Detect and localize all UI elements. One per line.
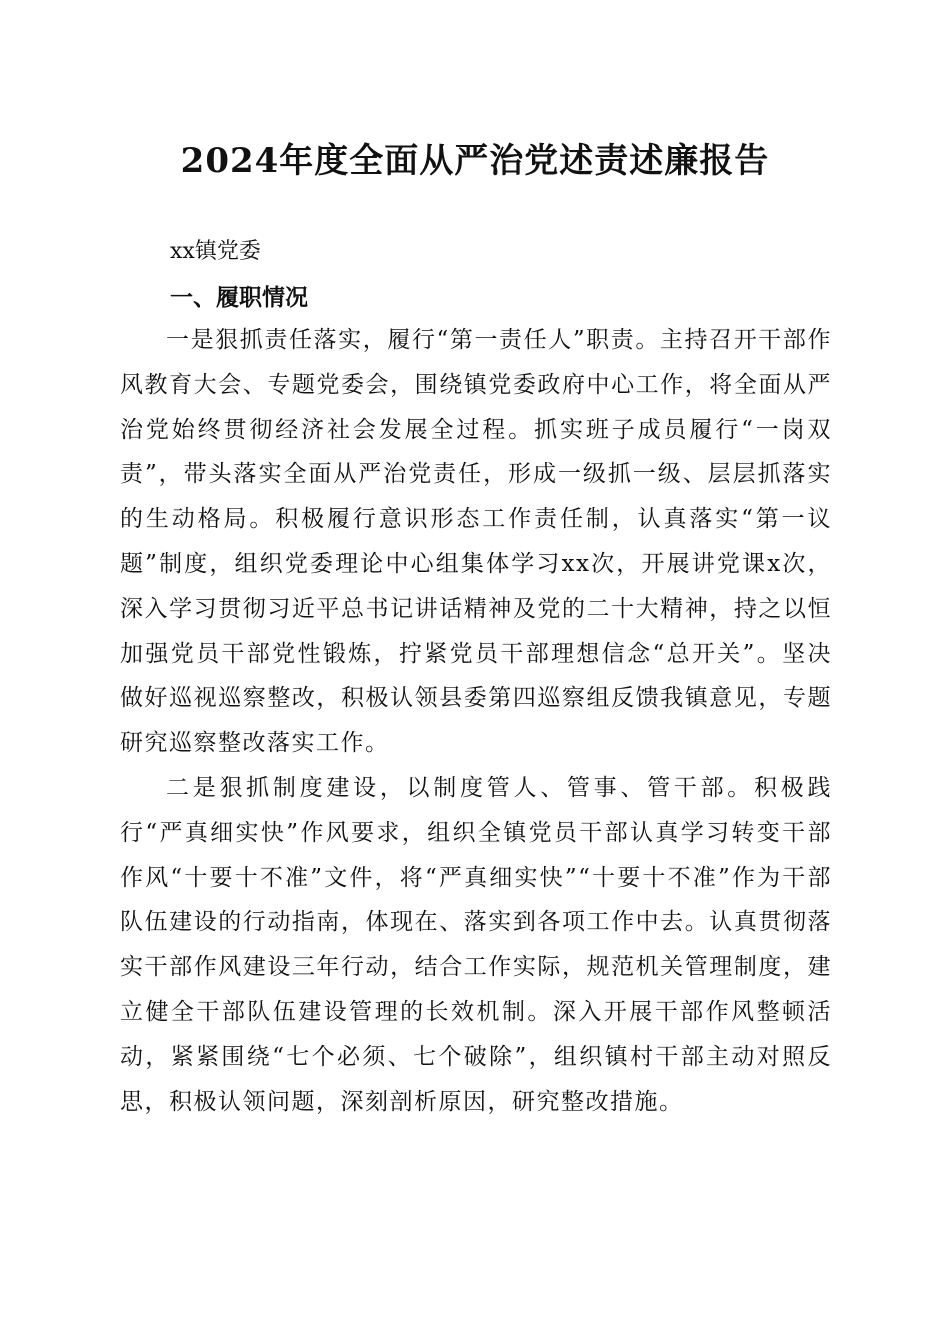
document-title: 2024年度全面从严治党述责述廉报告: [180, 141, 770, 181]
author-line: xx镇党委: [170, 239, 261, 264]
section-heading: 一、履职情况: [170, 285, 308, 311]
body-paragraph: 一是狠抓责任落实，履行“第一责任人”职责。主持召开干部作风教育大会、专题党委会，围绕镇党委政府中心工作，将全面从严治党始终贯彻经济社会发展全过程。抓实班子成员履行“一岗双责”，带头落实全面从严治党责任，形成一级抓一级、层层抓落实的生动格局。积极履行意识形态工作责任制，认真落实“第一议题”制度，组织党委理论中心组集体学习xx次，开展讲党课x次，深入学习贯彻习近平总书记讲话精神及党的二十大精神，持之以恒加强党员干部党性锻炼，拧紧党员干部理想信念“总开关”。坚决做好巡视巡察整改，积极认领县委第四巡察组反馈我镇意见，专题研究巡察整改落实工作。: [120, 327, 832, 757]
body-paragraph: 二是狠抓制度建设，以制度管人、管事、管干部。积极践行“严真细实快”作风要求，组织全镇党员干部认真学习转变干部作风“十要十不准”文件，将“严真细实快”“十要十不准”作为干部队伍建设的行动指南，体现在、落实到各项工作中去。认真贯彻落实干部作风建设三年行动，结合工作实际，规范机关管理制度，建立健全干部队伍建设管理的长效机制。深入开展干部作风整顿活动，紧紧围绕“七个必须、七个破除”，组织镇村干部主动对照反思，积极认领问题，深刻剖析原因，研究整改措施。: [120, 775, 832, 1115]
